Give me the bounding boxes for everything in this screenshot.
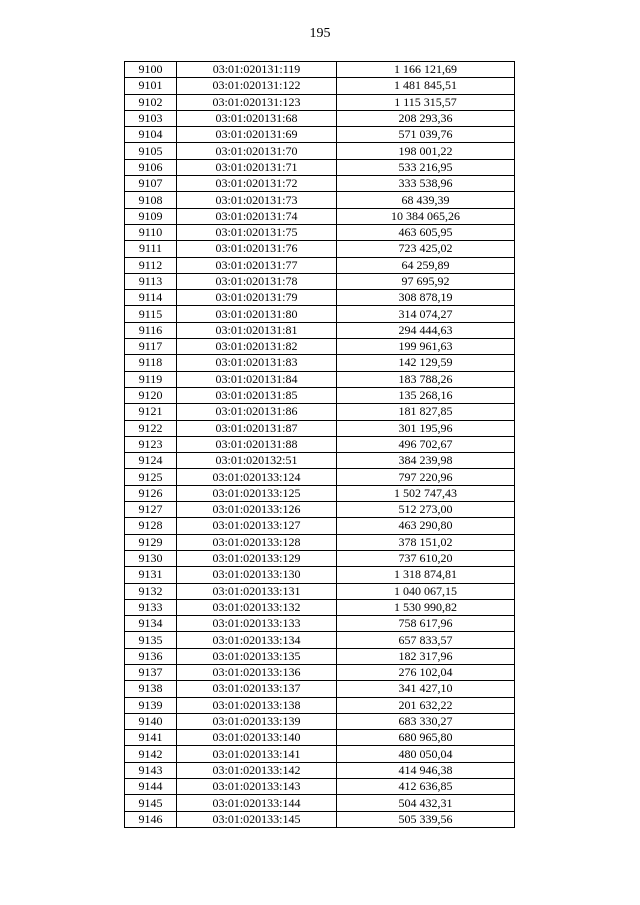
cadastral-value-cell: 183 788,26 <box>337 371 515 387</box>
cadastral-value-cell: 463 605,95 <box>337 224 515 240</box>
cadastral-value-cell: 181 827,85 <box>337 404 515 420</box>
cadastral-number-cell: 03:01:020131:81 <box>177 322 337 338</box>
row-number-cell: 9102 <box>125 94 177 110</box>
cadastral-number-cell: 03:01:020133:138 <box>177 697 337 713</box>
cadastral-number-cell: 03:01:020133:140 <box>177 730 337 746</box>
cadastral-number-cell: 03:01:020133:136 <box>177 664 337 680</box>
cadastral-value-cell: 412 636,85 <box>337 779 515 795</box>
row-number-cell: 9138 <box>125 681 177 697</box>
table-row <box>125 176 515 192</box>
cadastral-number-cell: 03:01:020133:142 <box>177 762 337 778</box>
cadastral-number-cell: 03:01:020131:84 <box>177 371 337 387</box>
cadastral-value-cell: 208 293,36 <box>337 110 515 126</box>
row-number-cell: 9126 <box>125 485 177 501</box>
table-row <box>125 681 515 697</box>
cadastral-number-cell: 03:01:020131:72 <box>177 176 337 192</box>
row-number-cell: 9121 <box>125 404 177 420</box>
row-number-cell: 9129 <box>125 534 177 550</box>
table-row <box>125 241 515 257</box>
table-row <box>125 567 515 583</box>
row-number-cell: 9112 <box>125 257 177 273</box>
cadastral-number-cell: 03:01:020131:71 <box>177 159 337 175</box>
cadastral-value-cell: 505 339,56 <box>337 811 515 827</box>
row-number-cell: 9130 <box>125 550 177 566</box>
table-row <box>125 355 515 371</box>
row-number-cell: 9105 <box>125 143 177 159</box>
cadastral-value-cell: 1 318 874,81 <box>337 567 515 583</box>
table-row <box>125 273 515 289</box>
cadastral-value-cell: 1 166 121,69 <box>337 62 515 78</box>
table-row <box>125 534 515 550</box>
row-number-cell: 9146 <box>125 811 177 827</box>
table-row <box>125 648 515 664</box>
cadastral-number-cell: 03:01:020133:133 <box>177 616 337 632</box>
row-number-cell: 9109 <box>125 208 177 224</box>
table-row <box>125 779 515 795</box>
cadastral-value-cell: 480 050,04 <box>337 746 515 762</box>
table-row <box>125 62 515 78</box>
table-row <box>125 632 515 648</box>
cadastral-value-cell: 384 239,98 <box>337 453 515 469</box>
cadastral-value-cell: 10 384 065,26 <box>337 208 515 224</box>
row-number-cell: 9118 <box>125 355 177 371</box>
table-row <box>125 110 515 126</box>
cadastral-value-cell: 64 259,89 <box>337 257 515 273</box>
table-row <box>125 730 515 746</box>
table-row <box>125 518 515 534</box>
cadastral-value-cell: 758 617,96 <box>337 616 515 632</box>
row-number-cell: 9114 <box>125 290 177 306</box>
row-number-cell: 9108 <box>125 192 177 208</box>
table-row <box>125 159 515 175</box>
cadastral-number-cell: 03:01:020133:127 <box>177 518 337 534</box>
cadastral-value-cell: 571 039,76 <box>337 127 515 143</box>
row-number-cell: 9119 <box>125 371 177 387</box>
cadastral-value-cell: 333 538,96 <box>337 176 515 192</box>
cadastral-value-cell: 723 425,02 <box>337 241 515 257</box>
cadastral-number-cell: 03:01:020133:125 <box>177 485 337 501</box>
cadastral-number-cell: 03:01:020131:82 <box>177 339 337 355</box>
table-body <box>125 62 515 828</box>
cadastral-number-cell: 03:01:020133:130 <box>177 567 337 583</box>
cadastral-number-cell: 03:01:020131:75 <box>177 224 337 240</box>
row-number-cell: 9135 <box>125 632 177 648</box>
cadastral-value-cell: 680 965,80 <box>337 730 515 746</box>
cadastral-number-cell: 03:01:020133:126 <box>177 502 337 518</box>
cadastral-number-cell: 03:01:020131:69 <box>177 127 337 143</box>
cadastral-value-cell: 496 702,67 <box>337 436 515 452</box>
cadastral-number-cell: 03:01:020131:73 <box>177 192 337 208</box>
cadastral-value-cell: 97 695,92 <box>337 273 515 289</box>
cadastral-value-cell: 182 317,96 <box>337 648 515 664</box>
cadastral-number-cell: 03:01:020133:129 <box>177 550 337 566</box>
cadastral-value-cell: 308 878,19 <box>337 290 515 306</box>
cadastral-number-cell: 03:01:020133:128 <box>177 534 337 550</box>
cadastral-number-cell: 03:01:020132:51 <box>177 453 337 469</box>
row-number-cell: 9104 <box>125 127 177 143</box>
table-row <box>125 436 515 452</box>
table-row <box>125 550 515 566</box>
cadastral-number-cell: 03:01:020133:143 <box>177 779 337 795</box>
table-row <box>125 762 515 778</box>
cadastral-number-cell: 03:01:020131:74 <box>177 208 337 224</box>
cadastral-number-cell: 03:01:020131:88 <box>177 436 337 452</box>
cadastral-value-cell: 414 946,38 <box>337 762 515 778</box>
cadastral-number-cell: 03:01:020131:76 <box>177 241 337 257</box>
table-row <box>125 387 515 403</box>
cadastral-value-cell: 135 268,16 <box>337 387 515 403</box>
cadastral-value-cell: 68 439,39 <box>337 192 515 208</box>
row-number-cell: 9142 <box>125 746 177 762</box>
cadastral-number-cell: 03:01:020131:77 <box>177 257 337 273</box>
row-number-cell: 9117 <box>125 339 177 355</box>
cadastral-number-cell: 03:01:020133:134 <box>177 632 337 648</box>
row-number-cell: 9100 <box>125 62 177 78</box>
cadastral-number-cell: 03:01:020131:85 <box>177 387 337 403</box>
row-number-cell: 9141 <box>125 730 177 746</box>
cadastral-value-cell: 737 610,20 <box>337 550 515 566</box>
row-number-cell: 9107 <box>125 176 177 192</box>
row-number-cell: 9115 <box>125 306 177 322</box>
cadastral-value-cell: 463 290,80 <box>337 518 515 534</box>
table-row <box>125 290 515 306</box>
row-number-cell: 9111 <box>125 241 177 257</box>
table-row <box>125 485 515 501</box>
cadastral-number-cell: 03:01:020133:144 <box>177 795 337 811</box>
row-number-cell: 9110 <box>125 224 177 240</box>
table-row <box>125 795 515 811</box>
cadastral-number-cell: 03:01:020131:83 <box>177 355 337 371</box>
table-row <box>125 811 515 827</box>
row-number-cell: 9103 <box>125 110 177 126</box>
cadastral-number-cell: 03:01:020131:122 <box>177 78 337 94</box>
row-number-cell: 9122 <box>125 420 177 436</box>
table-row <box>125 257 515 273</box>
cadastral-value-cell: 512 273,00 <box>337 502 515 518</box>
row-number-cell: 9128 <box>125 518 177 534</box>
row-number-cell: 9139 <box>125 697 177 713</box>
cadastral-value-cell: 504 432,31 <box>337 795 515 811</box>
cadastral-number-cell: 03:01:020133:139 <box>177 713 337 729</box>
row-number-cell: 9124 <box>125 453 177 469</box>
cadastral-value-cell: 1 115 315,57 <box>337 94 515 110</box>
table-row <box>125 306 515 322</box>
row-number-cell: 9134 <box>125 616 177 632</box>
table-row <box>125 78 515 94</box>
table-row <box>125 502 515 518</box>
cadastral-value-cell: 683 330,27 <box>337 713 515 729</box>
cadastral-value-cell: 294 444,63 <box>337 322 515 338</box>
cadastral-number-cell: 03:01:020133:131 <box>177 583 337 599</box>
cadastral-value-cell: 1 502 747,43 <box>337 485 515 501</box>
row-number-cell: 9137 <box>125 664 177 680</box>
table-row <box>125 616 515 632</box>
table-row <box>125 208 515 224</box>
table-row <box>125 599 515 615</box>
cadastral-value-cell: 276 102,04 <box>337 664 515 680</box>
cadastral-number-cell: 03:01:020131:123 <box>177 94 337 110</box>
cadastral-number-cell: 03:01:020133:124 <box>177 469 337 485</box>
cadastral-number-cell: 03:01:020131:79 <box>177 290 337 306</box>
row-number-cell: 9123 <box>125 436 177 452</box>
row-number-cell: 9144 <box>125 779 177 795</box>
row-number-cell: 9101 <box>125 78 177 94</box>
table-row <box>125 404 515 420</box>
cadastral-number-cell: 03:01:020133:141 <box>177 746 337 762</box>
row-number-cell: 9125 <box>125 469 177 485</box>
cadastral-value-cell: 1 481 845,51 <box>337 78 515 94</box>
cadastral-value-cell: 301 195,96 <box>337 420 515 436</box>
table-row <box>125 746 515 762</box>
cadastral-value-cell: 341 427,10 <box>337 681 515 697</box>
cadastral-value-table <box>124 61 515 828</box>
row-number-cell: 9113 <box>125 273 177 289</box>
table-row <box>125 371 515 387</box>
cadastral-number-cell: 03:01:020131:70 <box>177 143 337 159</box>
row-number-cell: 9131 <box>125 567 177 583</box>
table-row <box>125 713 515 729</box>
cadastral-value-cell: 533 216,95 <box>337 159 515 175</box>
table-row <box>125 453 515 469</box>
cadastral-number-cell: 03:01:020133:137 <box>177 681 337 697</box>
table-row <box>125 469 515 485</box>
table-row <box>125 192 515 208</box>
cadastral-value-cell: 797 220,96 <box>337 469 515 485</box>
cadastral-number-cell: 03:01:020131:119 <box>177 62 337 78</box>
cadastral-value-cell: 198 001,22 <box>337 143 515 159</box>
cadastral-value-cell: 1 530 990,82 <box>337 599 515 615</box>
table-row <box>125 583 515 599</box>
row-number-cell: 9133 <box>125 599 177 615</box>
row-number-cell: 9116 <box>125 322 177 338</box>
table-row <box>125 664 515 680</box>
cadastral-value-cell: 201 632,22 <box>337 697 515 713</box>
cadastral-value-cell: 657 833,57 <box>337 632 515 648</box>
table-row <box>125 224 515 240</box>
table-row <box>125 127 515 143</box>
cadastral-number-cell: 03:01:020131:78 <box>177 273 337 289</box>
page-number: 195 <box>309 26 331 41</box>
table-row <box>125 94 515 110</box>
row-number-cell: 9132 <box>125 583 177 599</box>
cadastral-number-cell: 03:01:020131:86 <box>177 404 337 420</box>
table-row <box>125 697 515 713</box>
cadastral-value-cell: 199 961,63 <box>337 339 515 355</box>
cadastral-number-cell: 03:01:020133:132 <box>177 599 337 615</box>
cadastral-value-cell: 314 074,27 <box>337 306 515 322</box>
row-number-cell: 9127 <box>125 502 177 518</box>
table-row <box>125 420 515 436</box>
cadastral-number-cell: 03:01:020133:145 <box>177 811 337 827</box>
cadastral-value-cell: 142 129,59 <box>337 355 515 371</box>
table-row <box>125 143 515 159</box>
cadastral-value-cell: 1 040 067,15 <box>337 583 515 599</box>
cadastral-number-cell: 03:01:020133:135 <box>177 648 337 664</box>
cadastral-number-cell: 03:01:020131:68 <box>177 110 337 126</box>
row-number-cell: 9120 <box>125 387 177 403</box>
cadastral-number-cell: 03:01:020131:87 <box>177 420 337 436</box>
table-row <box>125 322 515 338</box>
row-number-cell: 9140 <box>125 713 177 729</box>
row-number-cell: 9106 <box>125 159 177 175</box>
row-number-cell: 9136 <box>125 648 177 664</box>
table-row <box>125 339 515 355</box>
row-number-cell: 9145 <box>125 795 177 811</box>
row-number-cell: 9143 <box>125 762 177 778</box>
cadastral-value-cell: 378 151,02 <box>337 534 515 550</box>
cadastral-number-cell: 03:01:020131:80 <box>177 306 337 322</box>
